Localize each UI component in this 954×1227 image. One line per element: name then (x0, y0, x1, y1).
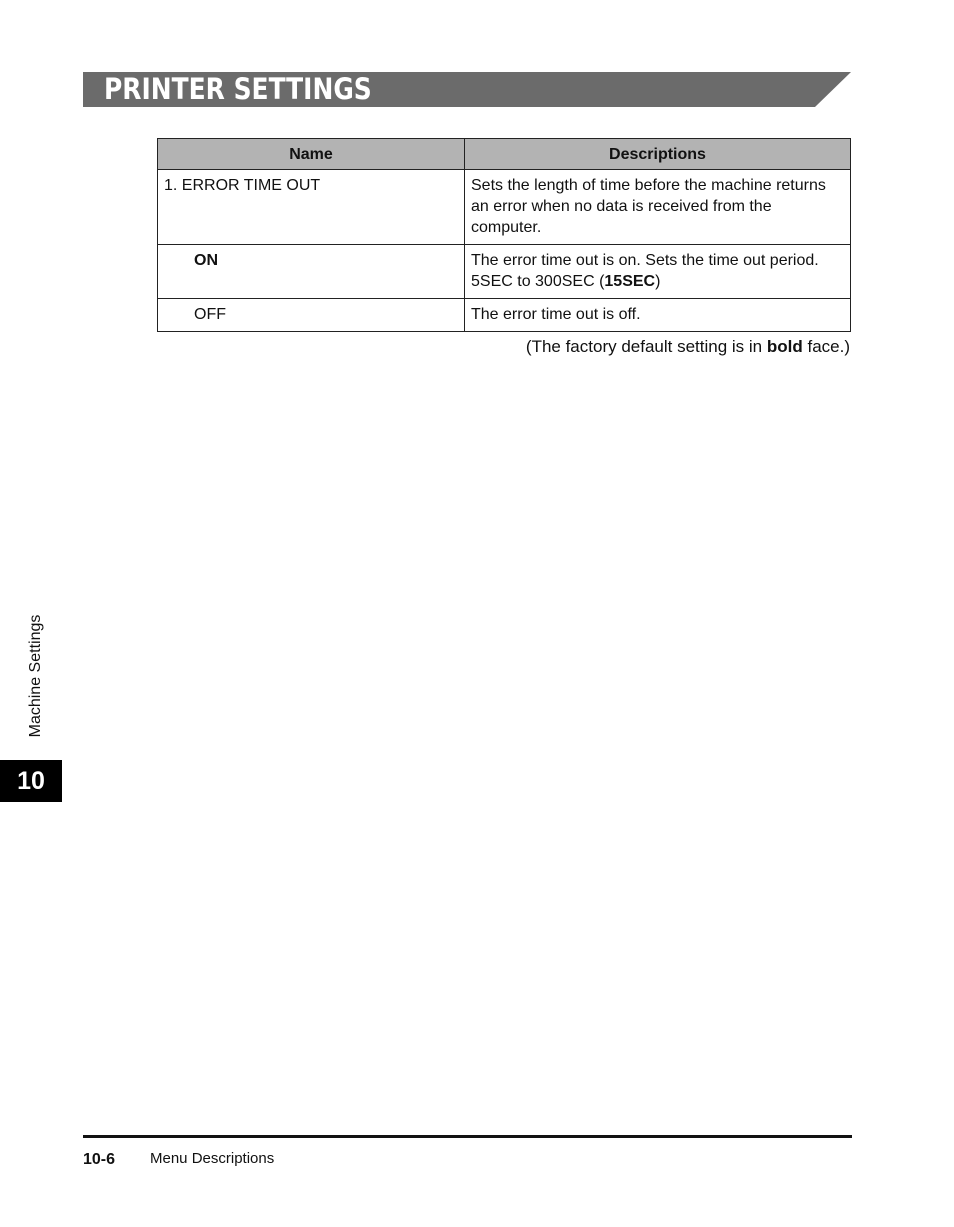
default-setting-note (526, 337, 850, 357)
footnote-bold-word: bold (766, 337, 803, 356)
column-header-name: Name (158, 139, 465, 170)
table-row (158, 170, 851, 245)
setting-name: ON (158, 245, 465, 299)
setting-description (465, 245, 851, 299)
footer-rule (83, 1135, 852, 1138)
table-row (158, 245, 851, 299)
chapter-side-label: Machine Settings (27, 614, 44, 738)
settings-table (157, 138, 851, 332)
footer-title: Menu Descriptions (150, 1150, 275, 1167)
default-value: 15SEC (604, 273, 656, 290)
footnote-text: (The factory default setting is in (525, 337, 767, 356)
table-row (158, 299, 851, 332)
column-header-descriptions: Descriptions (465, 139, 851, 170)
page-number: 10-6 (83, 1151, 116, 1168)
setting-description: The error time out is off. (465, 299, 851, 332)
setting-name: 1. ERROR TIME OUT (158, 170, 465, 245)
description-line: The error time out is on. Sets the time out period. (471, 252, 819, 269)
description-range-end: ) (655, 273, 661, 290)
section-title: PRINTER SETTINGS (104, 72, 372, 106)
chapter-tab: 10 (0, 760, 62, 802)
setting-name: OFF (158, 299, 465, 332)
footnote-text-end: face.) (802, 337, 850, 356)
table-header-row (158, 139, 851, 170)
description-range: 5SEC to 300SEC ( (471, 273, 605, 290)
setting-description: Sets the length of time before the machine returns an error when no data is received from the computer. (465, 170, 851, 245)
